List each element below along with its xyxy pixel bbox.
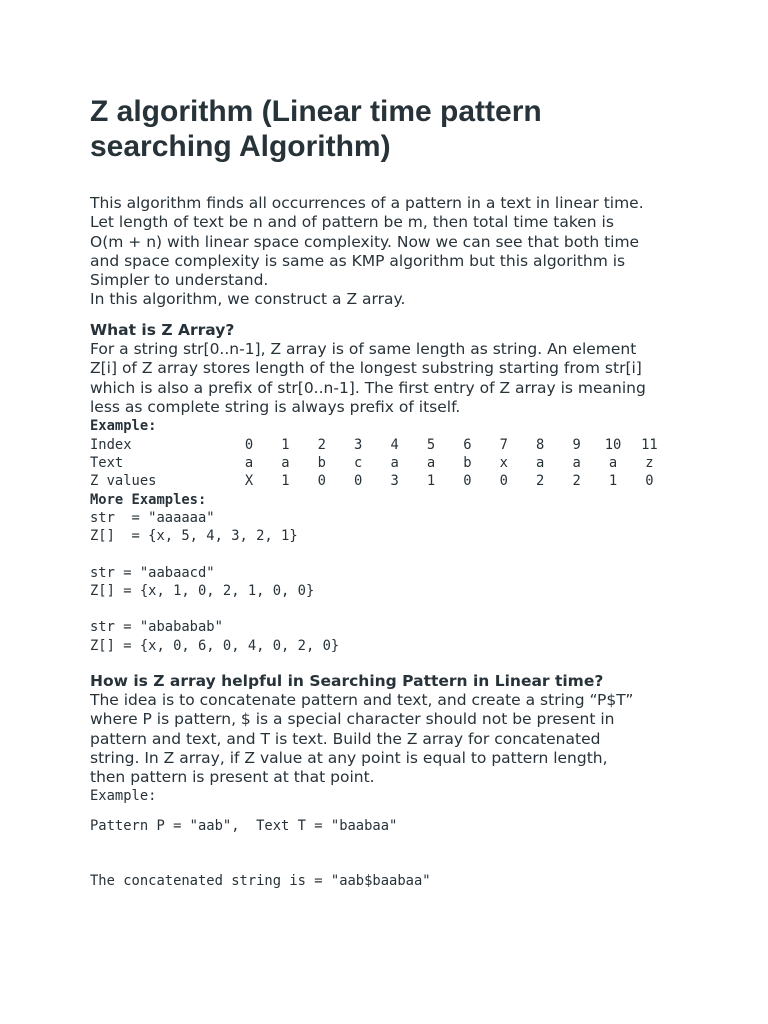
- z-table-cell: a: [426, 455, 436, 472]
- z-table-cell: 0: [354, 473, 363, 490]
- code-line: str = "aaaaaa": [90, 510, 215, 527]
- z-table-cell: X: [244, 473, 254, 490]
- z-table-cell: 5: [426, 437, 436, 453]
- z-table-row-label: Text: [90, 455, 124, 472]
- z-table-cell: a: [536, 455, 545, 472]
- how-helpful-line: pattern and text, and T is text. Build the Z array for concatenated: [90, 729, 601, 748]
- intro-line: This algorithm finds all occurrences of a pattern in a text in linear time.: [90, 194, 644, 212]
- z-table-cell: a: [281, 455, 290, 472]
- what-is-line: For a string str[0..n-1], Z array is of same length as string. An element: [90, 340, 637, 358]
- z-table-cell: 4: [390, 437, 399, 453]
- code-line: Z[] = {x, 5, 4, 3, 2, 1}: [90, 528, 298, 545]
- page-title: Z algorithm (Linear time pattern searching Algorithm): [90, 95, 542, 163]
- section-heading-what-is: What is Z Array?: [90, 321, 235, 339]
- example-label: Example:: [90, 418, 157, 435]
- how-helpful-line: then pattern is present at that point.: [90, 768, 375, 787]
- what-is-section: [90, 321, 646, 435]
- code-line: [90, 546, 339, 564]
- z-table-cell: 6: [463, 437, 472, 453]
- z-table-cell: z: [645, 455, 654, 472]
- z-table-cell: 9: [572, 437, 581, 453]
- z-table-cell: 1: [608, 473, 618, 490]
- z-table-cell: 3: [354, 437, 363, 453]
- z-table-cell: x: [499, 455, 508, 472]
- z-table-cell: 1: [281, 437, 290, 453]
- z-table-cell: 0: [317, 473, 326, 490]
- what-is-line: less as complete string is always prefix of itself.: [90, 397, 461, 416]
- how-helpful-line: string. In Z array, if Z value at any point is equal to pattern length,: [90, 748, 608, 767]
- z-table-cell: 8: [536, 437, 545, 453]
- z-table-cell: 2: [572, 473, 581, 490]
- what-is-line: which is also a prefix of str[0..n-1]. The first entry of Z array is meaning: [90, 378, 646, 397]
- z-table-cell: 0: [645, 473, 654, 490]
- section-heading-how-helpful: How is Z array helpful in Searching Pattern in Linear time?: [90, 672, 604, 690]
- z-table-cell: 3: [390, 473, 399, 490]
- intro-line: O(m + n) with linear space complexity. Now we can see that both time: [90, 232, 640, 251]
- z-table-cell: 0: [463, 473, 472, 490]
- intro-line: Simpler to understand.: [90, 271, 269, 290]
- z-table-row-label: Z values: [90, 473, 157, 490]
- code-line: Z[] = {x, 0, 6, 0, 4, 0, 2, 0}: [90, 637, 340, 654]
- more-examples: [90, 491, 339, 655]
- z-table-cell: c: [354, 455, 363, 472]
- z-table-cell: 0: [499, 473, 508, 490]
- z-table-cell: 7: [499, 437, 508, 453]
- z-table-cell: a: [244, 455, 254, 472]
- z-array-example-table: [90, 437, 690, 492]
- intro-paragraph: [90, 194, 644, 310]
- intro-line: In this algorithm, we construct a Z array.: [90, 290, 406, 309]
- code-line: Z[] = {x, 1, 0, 2, 1, 0, 0}: [90, 583, 315, 600]
- pattern-text-example: Pattern P = "aab", Text T = "baabaa": [90, 818, 398, 834]
- code-line: str = "abababab": [90, 619, 223, 636]
- z-table-row-label: Index: [90, 437, 132, 453]
- intro-line: and space complexity is same as KMP algorithm but this algorithm is: [90, 251, 626, 270]
- more-examples-label: More Examples:: [90, 492, 207, 508]
- z-table-cell: 2: [536, 473, 545, 490]
- how-helpful-section: [90, 672, 633, 806]
- z-table-cell: a: [608, 455, 618, 472]
- z-table-cell: 1: [281, 473, 290, 490]
- what-is-line: Z[i] of Z array stores length of the longest substring starting from str[i]: [90, 359, 642, 378]
- z-table-cell: b: [317, 455, 326, 472]
- z-table-cell: 1: [426, 473, 436, 490]
- concatenated-string-line: The concatenated string is = "aab$baabaa": [90, 873, 431, 889]
- z-table-cell: b: [463, 455, 472, 472]
- z-table-cell: 11: [641, 437, 658, 453]
- code-line: str = "aabaacd": [90, 564, 215, 581]
- z-table-cell: a: [390, 455, 399, 472]
- z-table-cell: 0: [244, 437, 254, 453]
- example-label: Example:: [90, 788, 157, 805]
- z-table-cell: 10: [604, 437, 622, 453]
- z-table-row: [90, 455, 690, 473]
- code-line: [90, 600, 339, 618]
- how-helpful-line: The idea is to concatenate pattern and text, and create a string “P$T”: [90, 691, 634, 709]
- z-table-cell: a: [572, 455, 581, 472]
- z-table-row: [90, 473, 690, 491]
- z-table-row: [90, 437, 690, 455]
- how-helpful-line: where P is pattern, $ is a special character should not be present in: [90, 710, 615, 729]
- z-table-cell: 2: [317, 437, 326, 453]
- intro-line: Let length of text be n and of pattern be m, then total time taken is: [90, 213, 614, 232]
